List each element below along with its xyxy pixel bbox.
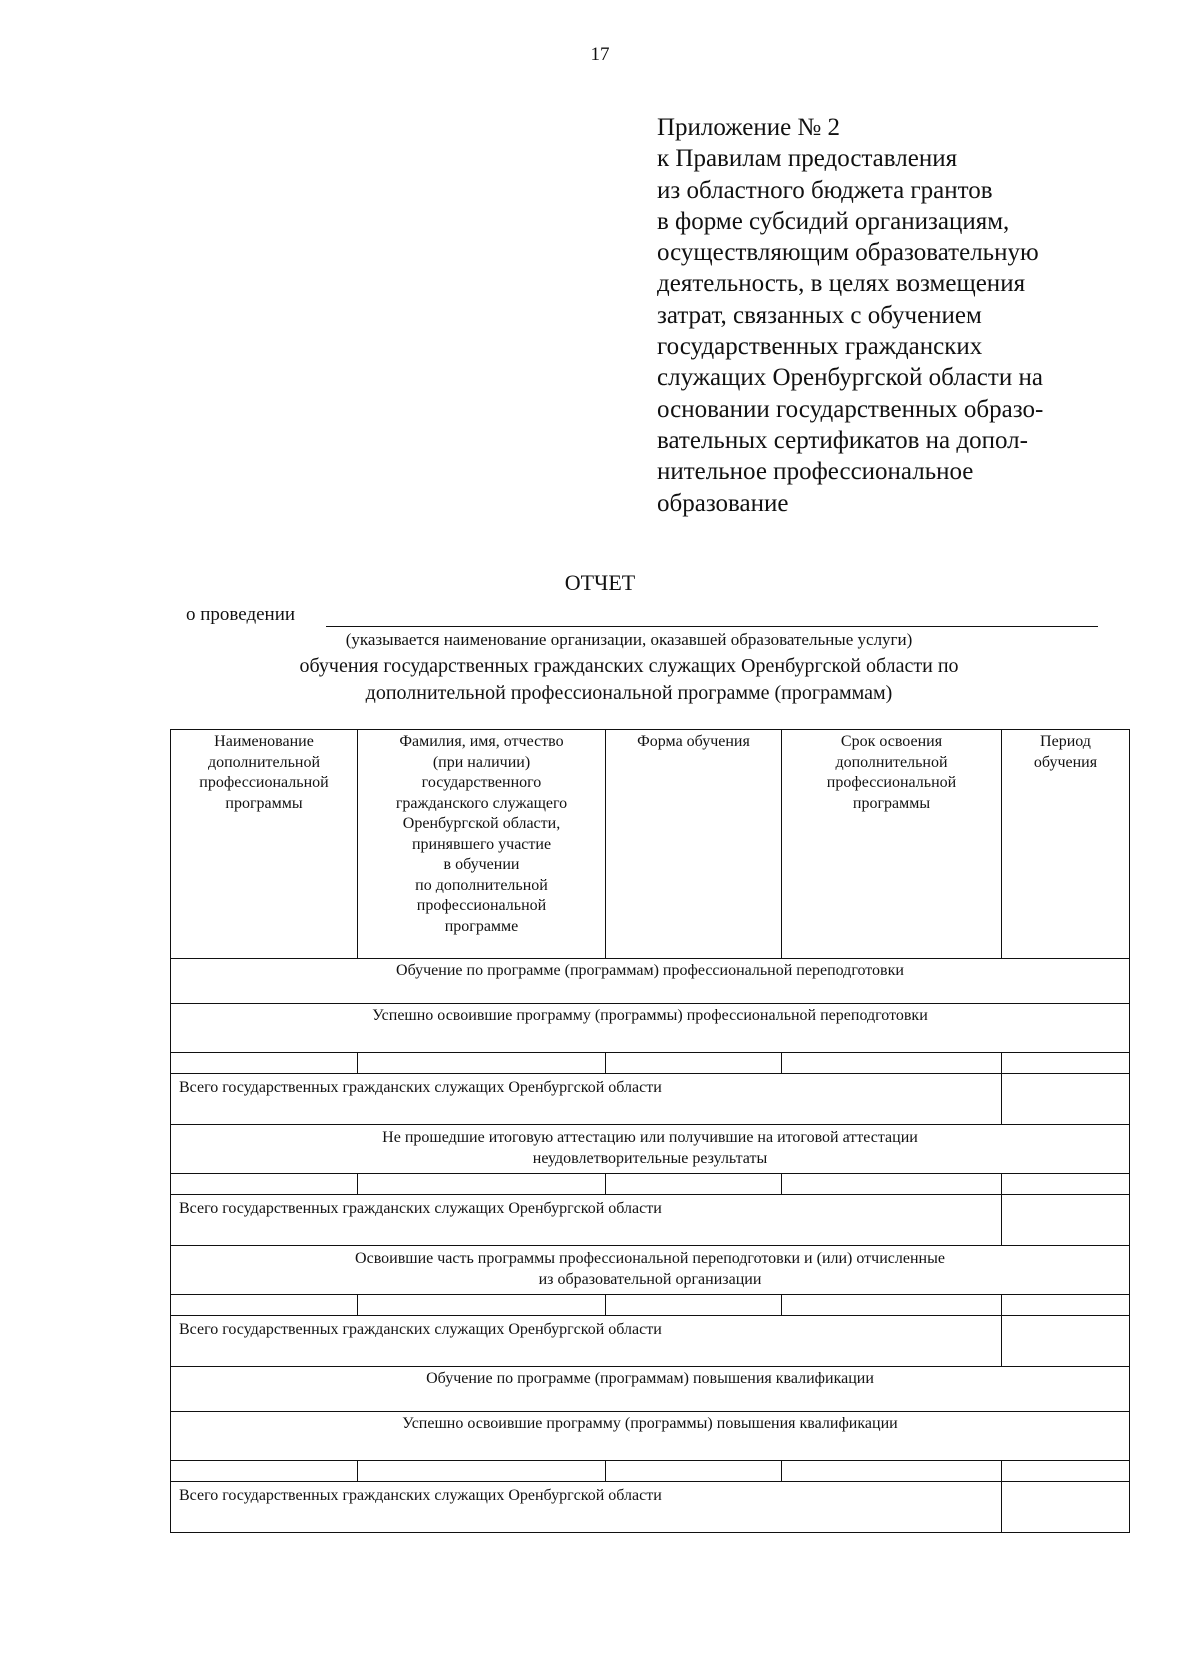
section-row-retraining-partial (171, 1246, 1130, 1295)
table-header-row (171, 730, 1130, 959)
section-row-retraining (171, 959, 1130, 1004)
appendix-line: к Правилам предоставления (657, 145, 958, 173)
section-row-qualification-success (171, 1412, 1130, 1461)
section-heading: Обучение по программе (программам) профессиональной переподготовки (171, 959, 1130, 1004)
report-subject-line: обучения государственных гражданских служащих Оренбургской области по (299, 655, 959, 677)
table-cell[interactable] (358, 1053, 606, 1074)
section-row-retraining-failed (171, 1125, 1130, 1174)
total-label: Всего государственных гражданских служащих Оренбургской области (171, 1074, 1002, 1125)
total-row (171, 1074, 1130, 1125)
total-value-cell[interactable] (1002, 1074, 1130, 1125)
page-number: 17 (590, 44, 610, 65)
table-row (171, 1174, 1130, 1195)
total-label: Всего государственных гражданских служащих Оренбургской области (171, 1195, 1002, 1246)
total-label: Всего государственных гражданских служащих Оренбургской области (171, 1482, 1002, 1533)
table-cell[interactable] (606, 1295, 782, 1316)
section-heading: Обучение по программе (программам) повышения квалификации (171, 1367, 1130, 1412)
table-row (171, 1461, 1130, 1482)
appendix-line: затрат, связанных с обучением (657, 301, 982, 329)
table-cell[interactable] (1002, 1461, 1130, 1482)
table-cell[interactable] (606, 1174, 782, 1195)
table-cell[interactable] (782, 1053, 1002, 1074)
total-row (171, 1316, 1130, 1367)
section-heading: Успешно освоившие программу (программы) повышения квалификации (171, 1412, 1130, 1461)
section-heading: Успешно освоившие программу (программы) профессиональной переподготовки (171, 1004, 1130, 1053)
table-row (171, 1295, 1130, 1316)
section-heading: Освоившие часть программы профессиональной переподготовки и (или) отчисленные из образовательной организации (171, 1246, 1130, 1295)
table-cell[interactable] (358, 1174, 606, 1195)
total-value-cell[interactable] (1002, 1316, 1130, 1367)
report-title: ОТЧЕТ (564, 570, 636, 595)
appendix-line: из областного бюджета грантов (657, 176, 993, 204)
appendix-line: образование (657, 489, 789, 517)
table-cell[interactable] (171, 1461, 358, 1482)
appendix-line: служащих Оренбургской области на (657, 364, 1043, 392)
appendix-line: нительное профессиональное (657, 458, 974, 486)
table-cell[interactable] (606, 1461, 782, 1482)
header-form: Форма обучения (606, 730, 782, 959)
total-value-cell[interactable] (1002, 1195, 1130, 1246)
report-table (170, 729, 1130, 1533)
header-person: Фамилия, имя, отчество (при наличии) государственного гражданского служащего Оренбургской области, принявшего участие в обучении по дополнительной профессиональной программе (358, 730, 606, 959)
appendix-block (657, 112, 1127, 519)
table-cell[interactable] (782, 1461, 1002, 1482)
table-cell[interactable] (171, 1174, 358, 1195)
total-row (171, 1195, 1130, 1246)
appendix-line: Приложение № 2 (657, 114, 841, 141)
table-cell[interactable] (1002, 1053, 1130, 1074)
table-cell[interactable] (171, 1053, 358, 1074)
header-term: Срок освоения дополнительной профессиональной программы (782, 730, 1002, 959)
table-cell[interactable] (358, 1461, 606, 1482)
header-program: Наименование дополнительной профессиональной программы (171, 730, 358, 959)
section-row-retraining-success (171, 1004, 1130, 1053)
appendix-line: осуществляющим образовательную (657, 239, 1039, 267)
table-cell[interactable] (1002, 1295, 1130, 1316)
report-intro: о проведении (186, 604, 296, 625)
header-period: Период обучения (1002, 730, 1130, 959)
table-cell[interactable] (782, 1295, 1002, 1316)
section-row-qualification (171, 1367, 1130, 1412)
total-row (171, 1482, 1130, 1533)
appendix-line: государственных гражданских (657, 333, 983, 361)
total-value-cell[interactable] (1002, 1482, 1130, 1533)
organization-hint: (указывается наименование организации, оказавшей образовательные услуги) (345, 630, 913, 649)
appendix-line: деятельность, в целях возмещения (657, 270, 1026, 298)
appendix-line: основании государственных образо- (657, 395, 1044, 423)
report-subject-line: дополнительной профессиональной программе (программам) (365, 682, 893, 704)
table-row (171, 1053, 1130, 1074)
appendix-line: в форме субсидий организациям, (657, 207, 1010, 235)
total-label: Всего государственных гражданских служащих Оренбургской области (171, 1316, 1002, 1367)
table-cell[interactable] (782, 1174, 1002, 1195)
table-cell[interactable] (171, 1295, 358, 1316)
organization-fill-line (326, 626, 1098, 627)
table-cell[interactable] (1002, 1174, 1130, 1195)
table-cell[interactable] (606, 1053, 782, 1074)
section-heading: Не прошедшие итоговую аттестацию или получившие на итоговой аттестации неудовлетворительные результаты (171, 1125, 1130, 1174)
table-cell[interactable] (358, 1295, 606, 1316)
appendix-line: вательных сертификатов на допол- (657, 426, 1028, 454)
